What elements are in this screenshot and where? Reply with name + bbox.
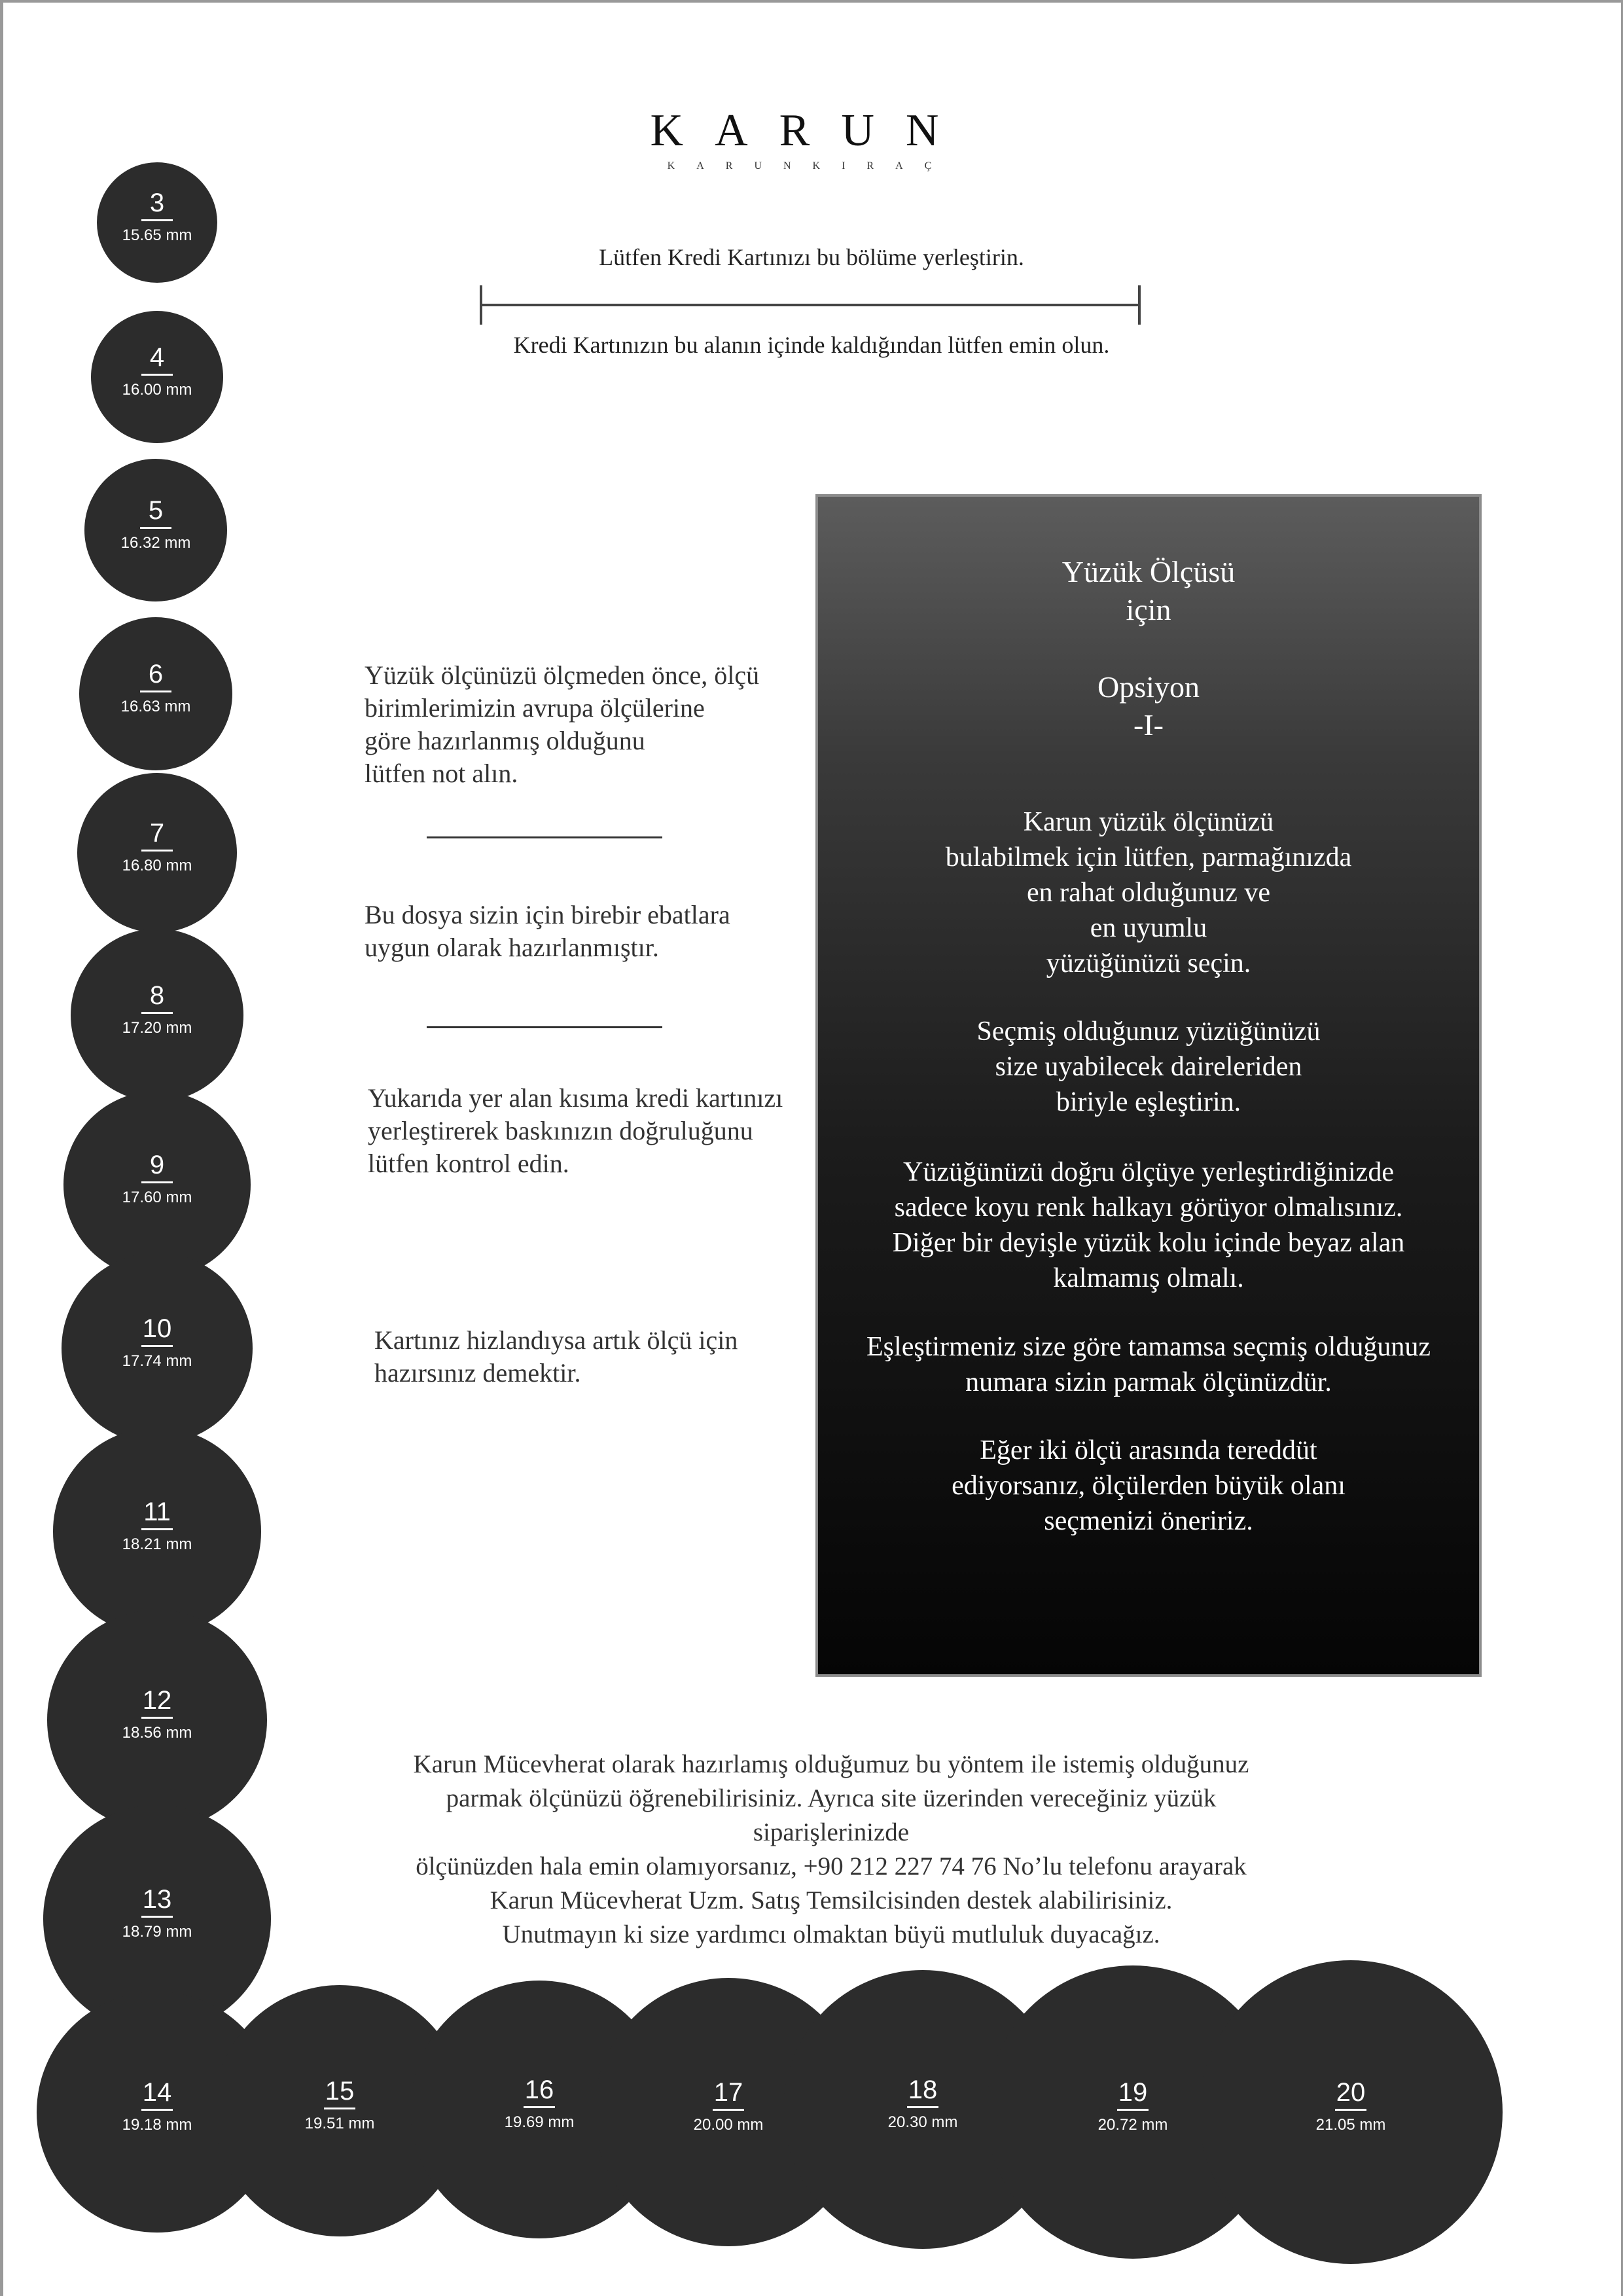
bracket-line xyxy=(480,304,1141,306)
ring-size-number: 15 xyxy=(325,2076,355,2106)
ring-size-number: 10 xyxy=(142,1314,172,1343)
ring-size-circle xyxy=(63,1091,250,1278)
ring-size-underline xyxy=(141,219,173,221)
note-actual-scale: Bu dosya sizin için birebir ebatlara uygun olarak hazırlanmıştır. xyxy=(365,900,730,962)
ring-size-underline xyxy=(141,850,173,852)
separator-line xyxy=(427,836,662,838)
ring-diameter-label: 19.51 mm xyxy=(304,2114,375,2132)
ring-diameter-label: 18.56 mm xyxy=(122,1723,192,1742)
ring-size-number: 4 xyxy=(149,342,165,372)
ring-diameter-label: 16.80 mm xyxy=(122,856,192,874)
ring-size-underline xyxy=(324,2108,355,2109)
ring-size-underline xyxy=(141,1012,173,1014)
card-guide-bottom-text: Kredi Kartınızın bu alanın içinde kaldığından lütfen emin olun. xyxy=(513,332,1110,358)
ring-size-number: 17 xyxy=(713,2077,743,2107)
panel-paragraph: Yüzüğünüzü doğru ölçüye yerleştirdiğinizde sadece koyu renk halkayı görüyor olmalısınız. Diğer bir deyişle yüzük kolu içinde beyaz alan kalmamış olmalı. xyxy=(892,1157,1405,1293)
panel-option: Opsiyon -I- xyxy=(1097,670,1200,742)
note-check-print: Yukarıda yer alan kısıma kredi kartınızı yerleştirerek baskınızın doğruluğunu lütfen kontrol edin. xyxy=(368,1083,783,1178)
ring-size-circle xyxy=(47,1610,266,1829)
card-width-bracket xyxy=(480,285,1141,325)
ring-size-circle xyxy=(53,1427,260,1635)
ring-diameter-label: 21.05 mm xyxy=(1315,2115,1386,2134)
panel-paragraph: Eğer iki ölçü arasında tereddüt ediyorsanız, ölçülerden büyük olanı seçmenizi öneririz. xyxy=(952,1435,1346,1536)
ring-size-number: 6 xyxy=(148,659,164,689)
ring-diameter-label: 20.30 mm xyxy=(887,2113,958,2131)
ring-size-number: 5 xyxy=(148,495,164,525)
card-guide-top-text: Lütfen Kredi Kartınızı bu bölüme yerleştirin. xyxy=(599,244,1024,270)
ring-diameter-label: 18.79 mm xyxy=(122,1922,192,1941)
ring-size-circle xyxy=(1199,1960,1503,2265)
ring-size-underline xyxy=(1117,2109,1149,2111)
ring-diameter-label: 15.65 mm xyxy=(122,226,192,244)
note-european-sizes: Yüzük ölçünüzü ölçmeden önce, ölçü birimlerimizin avrupa ölçülerine göre hazırlanmış olduğunu lütfen not alın. xyxy=(365,660,760,788)
ring-size-number: 7 xyxy=(149,818,165,848)
panel-paragraph: Karun yüzük ölçünüzü bulabilmek için lütfen, parmağınızda en rahat olduğunuz ve en uyumlu yüzüğünüzü seçin. xyxy=(945,807,1352,978)
ring-size-underline xyxy=(141,2109,173,2111)
ring-diameter-label: 20.72 mm xyxy=(1097,2115,1168,2134)
ring-diameter-label: 20.00 mm xyxy=(693,2115,764,2134)
ring-size-underline xyxy=(141,1717,173,1719)
instruction-panel xyxy=(815,494,1482,1677)
footer-text: Karun Mücevherat olarak hazırlamış olduğumuz bu yöntem ile istemiş olduğunuz parmak ölçünüzü öğrenebilirisiniz. Ayrıca site üzerinden vereceğiniz yüzük siparişlerinizde ölçünüzden hala emin olamıyorsanız, +90 212 227 74 76 No’lu telefonu arayarak Karun Mücevherat Uzm. Satış Temsilcisinden destek alabilirisiniz. Unutmayın ki size yardımcı olmaktan büyü mutluluk duyacağız. xyxy=(413,1750,1249,1948)
ring-size-circle xyxy=(97,162,217,283)
ring-size-number: 9 xyxy=(149,1150,165,1179)
brand-subtitle: KARUNKIRAÇ xyxy=(667,160,954,171)
ring-size-underline xyxy=(140,691,171,692)
ring-size-number: 19 xyxy=(1118,2077,1148,2107)
ring-size-underline xyxy=(1335,2109,1366,2111)
ring-diameter-label: 19.18 mm xyxy=(122,2115,192,2134)
ring-diameter-label: 17.60 mm xyxy=(122,1188,192,1206)
ring-diameter-label: 16.32 mm xyxy=(120,533,191,552)
ring-size-circle xyxy=(77,773,237,933)
ring-size-number: 18 xyxy=(908,2075,938,2104)
ring-size-number: 20 xyxy=(1336,2077,1366,2107)
ring-size-number: 8 xyxy=(149,980,165,1010)
panel-title: Yüzük Ölçüsü için xyxy=(1061,555,1236,626)
ring-size-circle xyxy=(62,1253,253,1444)
note-ready: Kartınız hizlandıysa artık ölçü için hazırsınız demektir. xyxy=(374,1325,738,1388)
ring-diameter-label: 17.74 mm xyxy=(122,1352,192,1370)
ring-size-number: 3 xyxy=(149,188,165,217)
separator-line xyxy=(427,1026,662,1028)
ring-diameter-label: 16.63 mm xyxy=(120,697,191,715)
ring-size-underline xyxy=(141,374,173,376)
ring-size-circle xyxy=(91,311,223,443)
panel-paragraph: Seçmiş olduğunuz yüzüğünüzü size uyabilecek daireleriden biriyle eşleştirin. xyxy=(976,1016,1321,1117)
ring-size-number: 13 xyxy=(142,1884,172,1914)
ring-size-circle xyxy=(71,929,244,1102)
ring-diameter-label: 17.20 mm xyxy=(122,1018,192,1037)
ring-size-circle xyxy=(79,617,233,771)
ring-size-underline xyxy=(141,1181,173,1183)
ring-size-circle xyxy=(84,459,228,602)
ring-size-underline xyxy=(524,2106,555,2108)
ring-size-underline xyxy=(141,1345,173,1347)
ring-size-number: 14 xyxy=(142,2077,172,2107)
panel-paragraph: Eşleştirmeniz size göre tamamsa seçmiş olduğunuz numara sizin parmak ölçünüzdür. xyxy=(866,1332,1431,1397)
ring-diameter-label: 19.69 mm xyxy=(504,2113,575,2131)
ring-size-underline xyxy=(141,1916,173,1918)
ring-size-underline xyxy=(907,2106,938,2108)
brand-logo: KARUN xyxy=(650,105,971,156)
ring-size-underline xyxy=(141,1528,173,1530)
ring-diameter-label: 18.21 mm xyxy=(122,1535,192,1553)
ring-diameter-label: 16.00 mm xyxy=(122,380,192,399)
ring-size-number: 11 xyxy=(143,1497,171,1526)
ring-size-number: 12 xyxy=(142,1685,172,1715)
ring-size-underline xyxy=(140,527,171,529)
ring-size-number: 16 xyxy=(524,2075,554,2104)
bracket-right-tick xyxy=(1138,285,1141,325)
ring-size-underline xyxy=(713,2109,744,2111)
